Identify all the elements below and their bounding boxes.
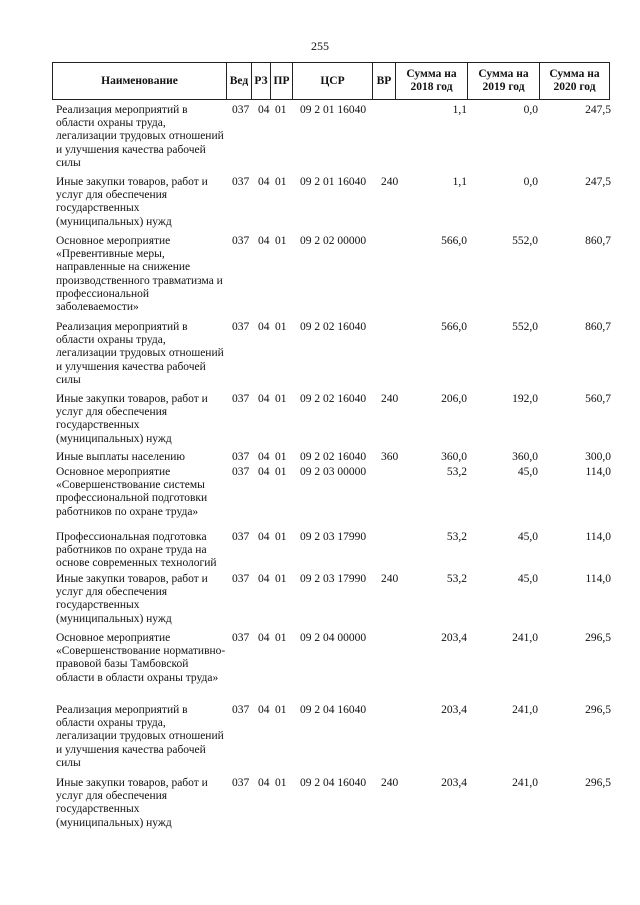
row-ved: 037 — [232, 466, 250, 478]
row-sum-2020: 296,5 — [585, 632, 611, 644]
row-sum-2019: 0,0 — [523, 176, 538, 188]
row-sum-2020: 860,7 — [585, 235, 611, 247]
header-sum-2020: Сумма на 2020 год — [549, 68, 600, 93]
row-vr: 240 — [381, 176, 399, 188]
row-rz: 04 — [258, 176, 270, 188]
row-sum-2018: 203,4 — [441, 632, 467, 644]
header-name: Наименование — [53, 63, 227, 99]
row-csr: 09 2 03 17990 — [300, 573, 367, 585]
row-name: Основное мероприятие «Совершенствование системы профессиональной подготовки работников по охране труда» — [56, 466, 208, 518]
row-csr: 09 2 02 00000 — [300, 235, 367, 247]
row-csr: 09 2 01 16040 — [300, 176, 367, 188]
row-sum-2020: 300,0 — [585, 451, 611, 463]
row-sum-2018: 360,0 — [441, 451, 467, 463]
row-sum-2020: 860,7 — [585, 321, 611, 333]
header-csr: ЦСР — [293, 63, 373, 99]
row-sum-2019: 552,0 — [512, 321, 538, 333]
row-sum-2018: 1,1 — [452, 176, 467, 188]
row-csr: 09 2 04 16040 — [300, 704, 367, 716]
row-name: Иные закупки товаров, работ и услуг для обеспечения государственных (муниципальных) нужд — [56, 573, 208, 625]
row-pr: 01 — [275, 704, 287, 716]
header-ved: Вед — [227, 63, 252, 99]
row-name: Иные закупки товаров, работ и услуг для обеспечения государственных (муниципальных) нужд — [56, 393, 208, 445]
row-rz: 04 — [258, 321, 270, 333]
row-sum-2019: 45,0 — [517, 466, 538, 478]
row-ved: 037 — [232, 531, 250, 543]
row-ved: 037 — [232, 321, 250, 333]
row-sum-2019: 552,0 — [512, 235, 538, 247]
row-ved: 037 — [232, 104, 250, 116]
row-csr: 09 2 01 16040 — [300, 104, 367, 116]
row-name: Основное мероприятие «Совершенствование нормативно-правовой базы Тамбовской области в области охраны труда» — [56, 632, 226, 684]
row-sum-2019: 360,0 — [512, 451, 538, 463]
row-pr: 01 — [275, 176, 287, 188]
row-sum-2018: 1,1 — [452, 104, 467, 116]
row-sum-2020: 296,5 — [585, 777, 611, 789]
row-pr: 01 — [275, 777, 287, 789]
row-rz: 04 — [258, 466, 270, 478]
header-pr: ПР — [271, 63, 293, 99]
row-sum-2019: 45,0 — [517, 531, 538, 543]
header-sum-2018: Сумма на 2018 год — [396, 63, 468, 99]
row-sum-2019: 241,0 — [512, 632, 538, 644]
row-name: Иные закупки товаров, работ и услуг для обеспечения государственных (муниципальных) нужд — [56, 777, 208, 829]
row-csr: 09 2 04 00000 — [300, 632, 367, 644]
row-rz: 04 — [258, 777, 270, 789]
table-header — [52, 62, 610, 100]
row-vr: 240 — [381, 393, 399, 405]
row-csr: 09 2 02 16040 — [300, 451, 367, 463]
row-pr: 01 — [275, 573, 287, 585]
row-ved: 037 — [232, 235, 250, 247]
row-rz: 04 — [258, 451, 270, 463]
row-pr: 01 — [275, 393, 287, 405]
row-sum-2018: 566,0 — [441, 321, 467, 333]
row-sum-2020: 114,0 — [585, 573, 611, 585]
row-pr: 01 — [275, 531, 287, 543]
header-rz: РЗ — [252, 63, 271, 99]
row-vr: 240 — [381, 573, 399, 585]
row-sum-2019: 45,0 — [517, 573, 538, 585]
row-ved: 037 — [232, 777, 250, 789]
row-sum-2020: 296,5 — [585, 704, 611, 716]
row-csr: 09 2 03 00000 — [300, 466, 367, 478]
row-csr: 09 2 04 16040 — [300, 777, 367, 789]
row-ved: 037 — [232, 632, 250, 644]
row-sum-2020: 114,0 — [585, 466, 611, 478]
row-sum-2018: 53,2 — [446, 466, 467, 478]
row-sum-2018: 53,2 — [446, 531, 467, 543]
page-number: 255 — [311, 39, 329, 53]
row-rz: 04 — [258, 531, 270, 543]
row-name: Профессиональная подготовка работников по охране труда на основе современных технологий — [56, 531, 217, 570]
row-name: Реализация мероприятий в области охраны труда, легализации трудовых отношений и улучшения качества рабочей силы — [56, 704, 224, 769]
row-rz: 04 — [258, 632, 270, 644]
row-ved: 037 — [232, 393, 250, 405]
row-vr: 240 — [381, 777, 399, 789]
row-pr: 01 — [275, 104, 287, 116]
row-pr: 01 — [275, 321, 287, 333]
row-ved: 037 — [232, 176, 250, 188]
row-name: Реализация мероприятий в области охраны труда, легализации трудовых отношений и улучшения качества рабочей силы — [56, 104, 224, 169]
row-rz: 04 — [258, 704, 270, 716]
row-sum-2019: 0,0 — [523, 104, 538, 116]
row-name: Иные выплаты населению — [56, 451, 185, 463]
header-vr: ВР — [373, 63, 396, 99]
row-sum-2018: 203,4 — [441, 704, 467, 716]
row-pr: 01 — [275, 632, 287, 644]
row-vr: 360 — [381, 451, 399, 463]
row-rz: 04 — [258, 393, 270, 405]
row-sum-2020: 114,0 — [585, 531, 611, 543]
row-sum-2019: 241,0 — [512, 777, 538, 789]
row-sum-2020: 247,5 — [585, 176, 611, 188]
row-name: Основное мероприятие «Превентивные меры, направленные на снижение производственного травматизма и профессиональной заболеваемости» — [56, 235, 223, 314]
row-sum-2019: 241,0 — [512, 704, 538, 716]
row-name: Реализация мероприятий в области охраны труда, легализации трудовых отношений и улучшения качества рабочей силы — [56, 321, 224, 386]
row-pr: 01 — [275, 451, 287, 463]
row-sum-2020: 560,7 — [585, 393, 611, 405]
row-csr: 09 2 03 17990 — [300, 531, 367, 543]
row-csr: 09 2 02 16040 — [300, 321, 367, 333]
row-sum-2018: 566,0 — [441, 235, 467, 247]
row-pr: 01 — [275, 235, 287, 247]
row-sum-2018: 53,2 — [446, 573, 467, 585]
row-csr: 09 2 02 16040 — [300, 393, 367, 405]
row-sum-2019: 192,0 — [512, 393, 538, 405]
row-rz: 04 — [258, 573, 270, 585]
row-rz: 04 — [258, 104, 270, 116]
row-rz: 04 — [258, 235, 270, 247]
row-name: Иные закупки товаров, работ и услуг для обеспечения государственных (муниципальных) нужд — [56, 176, 208, 228]
row-ved: 037 — [232, 573, 250, 585]
row-pr: 01 — [275, 466, 287, 478]
row-sum-2018: 206,0 — [441, 393, 467, 405]
row-sum-2018: 203,4 — [441, 777, 467, 789]
header-sum-2019: Сумма на 2019 год — [468, 63, 540, 99]
row-ved: 037 — [232, 451, 250, 463]
row-ved: 037 — [232, 704, 250, 716]
row-sum-2020: 247,5 — [585, 104, 611, 116]
